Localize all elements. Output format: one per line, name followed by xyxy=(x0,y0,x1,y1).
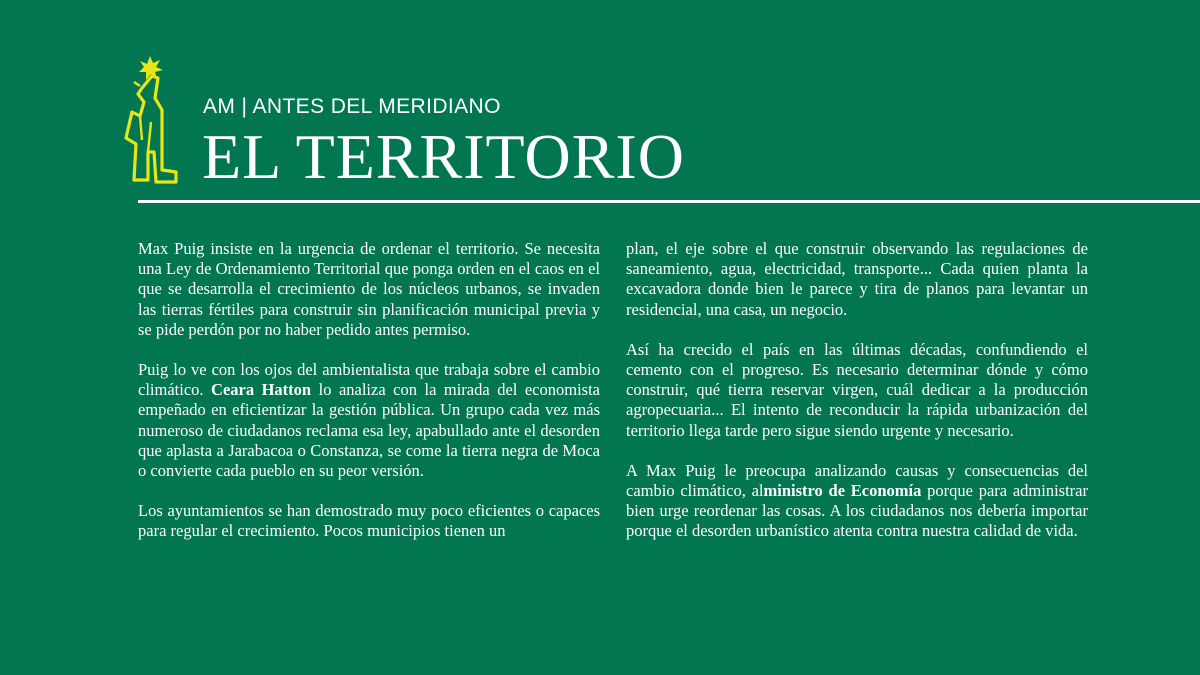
paragraph-text: A Max Puig le preocupa analizando causas y consecuencias del cambio climático, al xyxy=(626,460,1088,501)
paragraph-text: lo analiza con la mirada del economista empeñado en eficientizar la gestión pública. Un grupo cada vez más numeroso de ciudadanos reclama esa ley, apabullado ante el desorden que aplasta a Jarabacoa o Constanza, se come la tierra negra de Moca o convierte cada pueblo en su peor versión. xyxy=(138,380,600,481)
page-title: EL TERRITORIO xyxy=(202,121,685,192)
person-title: ministro de Economía xyxy=(763,481,922,501)
article-column-left xyxy=(138,239,600,562)
paragraph-text: Puig lo ve con los ojos del ambientalista que trabaja sobre el cambio climático. xyxy=(138,360,600,400)
title-divider xyxy=(138,200,1200,203)
paragraph: Así ha crecido el país en las últimas décadas, confundiendo el cemento con el progreso. Es necesario determinar dónde y cómo construir, qué tierra reservar virgen, cuál dedicar a la producción agropecuaria... El intento de reconducir la rápida urbanización del territorio llega tarde pero sigue siendo urgente y necesario. xyxy=(626,339,1088,440)
person-name: Ceara Hatton xyxy=(211,380,312,400)
paragraph-text: porque para administrar bien urge reordenar las cosas. A los ciudadanos nos debería importar porque el desorden urbanístico atenta contra nuestra calidad de vida. xyxy=(626,481,1088,541)
paragraph: plan, el eje sobre el que construir observando las regulaciones de saneamiento, agua, electricidad, transporte... Cada quien planta la excavadora donde bien le parece y tira de planos para levantar un residencial, una casa, un negocio. xyxy=(626,239,1088,319)
paragraph xyxy=(626,461,1088,542)
section-kicker: AM | ANTES DEL MERIDIANO xyxy=(203,95,501,118)
paragraph: Los ayuntamientos se han demostrado muy poco eficientes o capaces para regular el crecimiento. Pocos municipios tienen un xyxy=(138,501,600,541)
paragraph xyxy=(138,360,600,481)
paragraph: Max Puig insiste en la urgencia de ordenar el territorio. Se necesita una Ley de Ordenamiento Territorial que ponga orden en el caos en el que se desarrolla el crecimiento de los núcleos urbanos, se invaden las tierras fértiles para construir sin planificación municipal previa y se pide perdón por no haber pedido antes permiso. xyxy=(138,239,600,339)
am-figure-logo-icon xyxy=(118,52,186,184)
article-column-right xyxy=(626,239,1088,562)
